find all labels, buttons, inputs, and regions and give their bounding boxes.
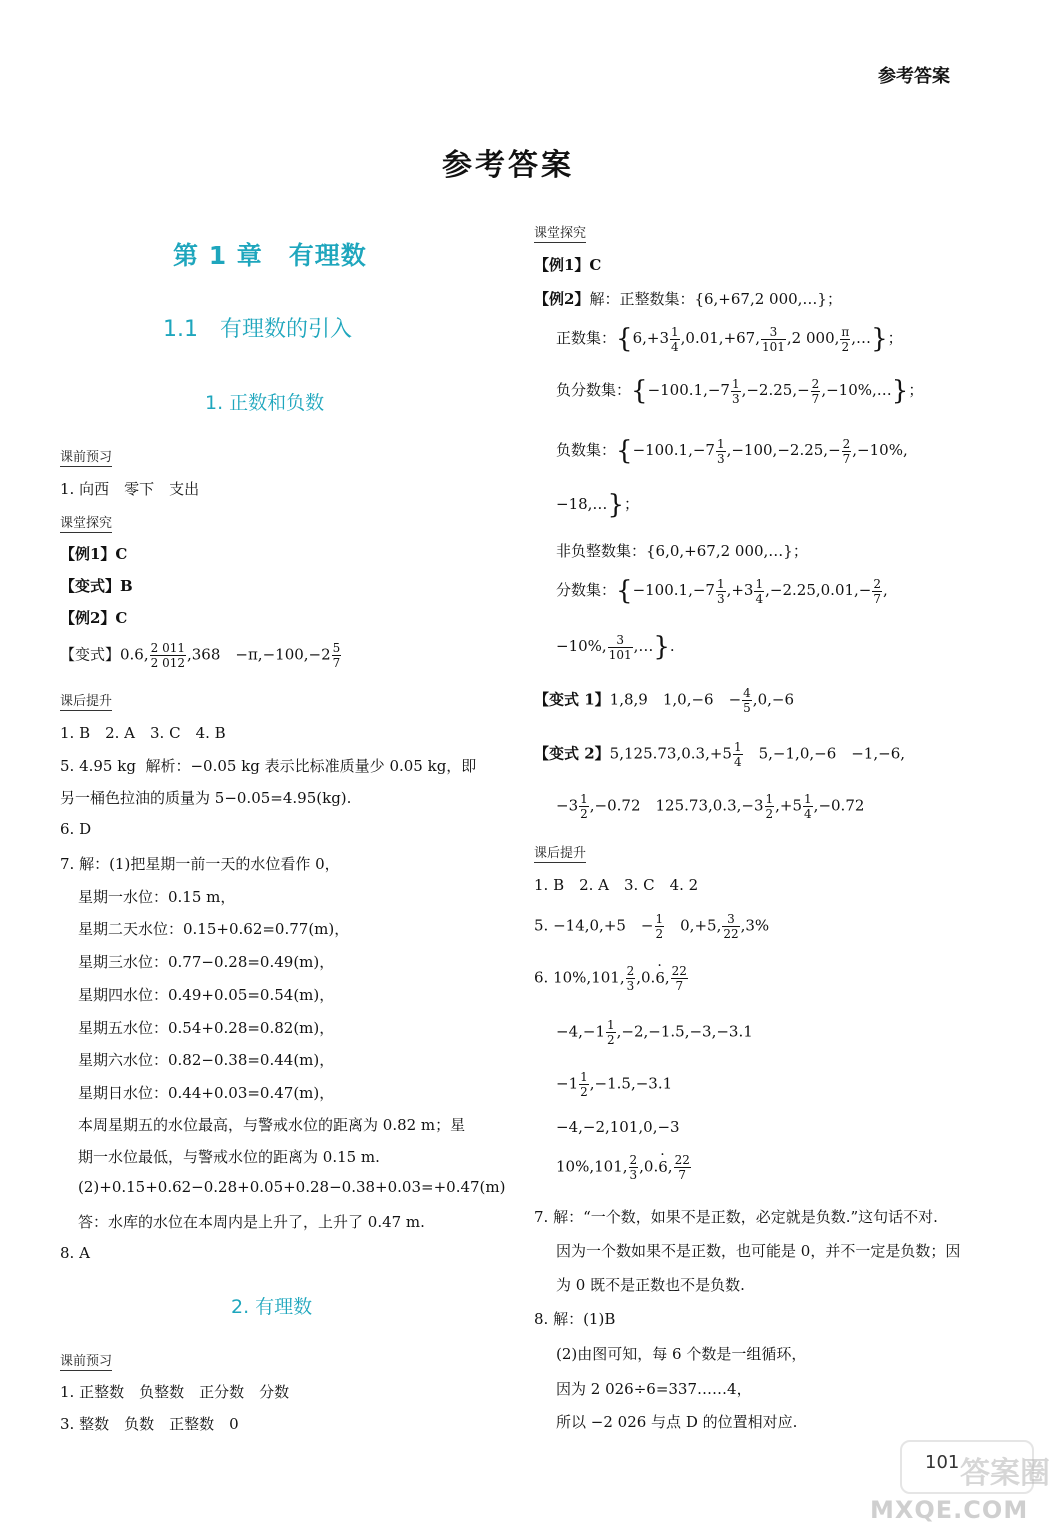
answer-line [534,288,842,309]
fraction [716,437,726,466]
denominator: 3 [629,1168,638,1182]
numerator: 2 [811,376,820,391]
text: 0,+5, [665,916,722,935]
text: 10%,101, [556,1157,628,1176]
pre-study-label: 课前预习 [60,1350,112,1371]
answer-line: 星期三水位：0.77−0.28=0.49(m)， [78,953,335,971]
denominator: 3 [731,391,740,406]
fraction [761,325,786,354]
denominator: 22 [723,927,739,941]
numerator: 3 [608,633,633,648]
numerator: 1 [765,792,774,806]
answer-line [556,1153,692,1182]
answer-line [534,740,905,769]
answer-line: 7. 解：(1)把星期一前一天的水位看作 0， [60,855,340,873]
answer-line: 本周星期五的水位最高，与警戒水位的距离为 0.82 m；星 [78,1116,466,1134]
fraction [579,1070,589,1099]
brace: { [631,376,648,406]
fraction [731,377,741,406]
numerator: 1 [755,576,764,591]
answer-line: 星期五水位：0.54+0.28=0.82(m)， [78,1019,335,1037]
answer-line: 星期四水位：0.49+0.05=0.54(m)， [78,986,335,1004]
class-explore-label: 课堂探究 [60,512,112,533]
brace: } [891,376,909,406]
set-fractions [556,576,888,606]
fraction [842,437,852,466]
text: , [883,581,888,599]
denominator: 7 [332,656,341,670]
text: −4,−1 [556,1022,605,1041]
numerator: 1 [716,436,725,451]
text: ,+3 [726,581,754,599]
page-title: 参考答案 [442,148,574,183]
fraction [840,325,850,354]
fraction [765,792,775,821]
denominator: 2 [580,1085,588,1099]
fraction [733,740,743,769]
answer-line [556,792,864,821]
text: −18,… [556,495,608,513]
answer-line: 星期六水位：0.82−0.38=0.44(m)， [78,1051,335,1069]
numerator: 1 [607,1018,615,1032]
watermark-url: MXQE.COM [870,1496,1029,1524]
set-negative-fractions [556,376,923,406]
text: ； [887,329,903,347]
fraction [670,325,680,354]
brace: { [616,576,633,606]
denominator: 7 [873,591,882,606]
answer-line: 因为一个数如果不是正数，也可能是 0，并不一定是负数；因 [556,1242,961,1260]
numerator: 1 [804,792,812,806]
text: ,368 −π,−100,−2 [186,645,331,664]
answer-line: 【例1】C [534,256,602,274]
text: 5. −14,0,+5 − [534,916,654,935]
fraction [655,912,665,941]
text: 5,125.73,0.3,+5 [609,744,732,763]
fraction [629,1153,639,1182]
answer-line: 3. 整数 负数 正整数 0 [60,1415,239,1433]
fraction [608,633,633,662]
answer-line: 【例1】C [60,545,128,563]
answer-line [556,1018,753,1047]
denominator: 4 [755,591,764,606]
numerator: 1 [716,576,725,591]
repeating-digit: · 6 [655,969,665,987]
numerator: 1 [731,376,740,391]
answer-line: −4,−2,101,0,−3 [556,1118,680,1136]
denominator: 2 [841,339,850,354]
fraction [754,577,764,606]
text: ,… [633,637,654,655]
text: ； [623,495,639,513]
text: ,… [851,329,872,347]
denominator: 2 [655,927,664,941]
answer-line: 【例2】C [60,609,128,627]
answer-line: 非负整数集：{6,0,+67,2 000,…}； [556,542,808,560]
text: 5. 4.95 kg [60,757,136,775]
text: −100.1,−7 [647,381,730,399]
answer-line: 1. B 2. A 3. C 4. 2 [534,876,699,894]
set-negative-numbers-cont [556,490,639,520]
answer-line: 8. A [60,1244,90,1262]
numerator: 1 [655,912,664,926]
numerator: 2 [842,436,851,451]
text: ,0. [639,1157,659,1176]
post-study-label: 课后提升 [534,842,586,863]
answer-line: 为 0 既不是正数也不是负数. [556,1276,745,1294]
answer-line: 1. 向西 零下 支出 [60,480,200,498]
text: 负数集： [556,441,617,459]
text: , [667,1157,673,1176]
denominator: 101 [608,647,632,662]
text: ,−2.25,− [741,381,810,399]
text: ,−2,−1.5,−3,−3.1 [616,1022,753,1041]
fraction [674,1153,691,1182]
answer-line: 因为 2 026÷6=337……4， [556,1380,752,1398]
numerator: 4 [743,686,751,700]
text: , [664,968,670,987]
brace: { [616,324,633,354]
text: ,2 000, [786,329,840,347]
section-heading: 1.1 有理数的引入 [163,317,352,342]
text: 【变式 1】 [534,690,610,709]
denominator: 101 [762,339,785,354]
post-study-label: 课后提升 [60,690,112,711]
answer-line: 8. 解：(1)B [534,1310,616,1328]
set-positive-numbers [556,324,903,354]
answer-line [534,686,794,715]
text: 【例2】 [534,290,590,308]
answer-line [556,1070,672,1099]
answer-line [60,641,342,670]
text: ,−10%, [852,441,908,459]
fraction [626,964,636,993]
answer-line: 星期一水位：0.15 m， [78,888,236,906]
answer-line [534,912,769,941]
denominator: 2 [607,1033,615,1047]
denominator: 4 [671,339,679,354]
numerator: 1 [580,1070,588,1084]
subsection-heading: 1. 正数和负数 [205,392,325,414]
brace: { [616,436,633,466]
numerator: 1 [671,324,679,339]
text: 【变式】0.6, [60,645,149,664]
text: ,−100,−2.25,− [726,441,841,459]
answer-line [60,755,476,776]
text: ； [908,381,924,399]
numerator: 2 [873,576,882,591]
fraction [722,912,739,941]
text: 负分数集： [556,381,632,399]
brace: } [653,632,670,662]
fraction [716,577,726,606]
denominator: 2 [580,807,588,821]
watermark-logo: 答案圈 [960,1456,1050,1491]
denominator: 2 [765,807,774,821]
answer-line [534,964,689,993]
numerator: 22 [674,1153,690,1167]
set-negative-numbers [556,436,908,466]
answer-line: 6. D [60,820,92,838]
answer-line: 1. B 2. A 3. C 4. B [60,724,226,742]
fraction [150,641,186,670]
answer-line: (2)+0.15+0.62−0.28+0.05+0.28−0.38+0.03=+0.47(m) [78,1178,506,1196]
answer-line: 另一桶色拉油的质量为 5−0.05=4.95(kg). [60,789,352,807]
text: 分数集： [556,581,617,599]
pre-study-label: 课前预习 [60,446,112,467]
denominator: 2 012 [150,656,185,670]
set-fractions-cont [556,632,675,662]
text: −100.1,−7 [632,441,715,459]
text: −1 [556,1074,579,1093]
subsection-heading: 2. 有理数 [231,1296,313,1318]
text: ,+5 [775,796,803,815]
text: −3 [556,796,579,815]
answer-line: 星期日水位：0.44+0.03=0.47(m)， [78,1084,335,1102]
class-explore-label: 课堂探究 [534,222,586,243]
answer-line: 答：水库的水位在本周内是上升了，上升了 0.47 m. [78,1213,425,1231]
text: 【变式 2】 [534,744,610,763]
denominator: 7 [842,451,851,466]
fraction [803,792,813,821]
text: 6,+3 [632,329,669,347]
text: 5,−1,0,−6 −1,−6, [743,744,905,763]
numerator: 5 [332,641,341,655]
denominator: 3 [716,591,725,606]
denominator: 5 [743,701,751,715]
brace: } [871,324,888,354]
running-header: 参考答案 [878,66,950,87]
page-number: 101 [925,1452,960,1473]
text: −100.1,−7 [632,581,715,599]
answer-line: (2)由图可知，每 6 个数是一组循环， [556,1345,807,1363]
numerator: 22 [671,964,687,978]
numerator: π [841,324,850,339]
text: 6. 10%,101, [534,968,625,987]
text: ,0. [636,968,656,987]
denominator: 3 [626,979,635,993]
chapter-heading: 第 1 章 有理数 [173,241,367,270]
text: ,0,−6 [752,690,794,709]
denominator: 4 [804,807,812,821]
denominator: 3 [716,451,725,466]
text: ,3% [740,916,770,935]
brace: } [607,490,624,520]
answer-line: 7. 解：“一个数，如果不是正数，必定就是负数.”这句话不对. [534,1208,938,1226]
denominator: 7 [678,1168,687,1182]
numerator: 3 [722,912,739,927]
text: 正数集： [556,329,617,347]
fraction [811,377,821,406]
numerator: 2 011 [150,641,185,655]
answer-line: 所以 −2 026 与点 D 的位置相对应. [556,1413,798,1431]
numerator: 3 [761,325,786,340]
fraction [671,964,688,993]
denominator: 7 [675,979,684,993]
fraction [742,686,752,715]
numerator: 1 [580,792,588,806]
fraction [332,641,342,670]
text: ,0.01,+67, [680,329,760,347]
denominator: 7 [811,391,820,406]
numerator: 2 [626,964,635,978]
text: 解：正整数集：{6,+67,2 000,…}； [589,290,842,308]
answer-line: 1. 正整数 负整数 正分数 分数 [60,1383,290,1401]
text: ,−1.5,−3.1 [589,1074,673,1093]
numerator: 2 [629,1153,638,1167]
text: . [669,637,675,655]
fraction [872,577,882,606]
fraction [579,792,589,821]
denominator: 4 [733,755,742,769]
answer-line: 期一水位最低，与警戒水位的距离为 0.15 m. [78,1148,380,1166]
repeating-digit: · 6 [658,1158,668,1176]
text: ,−2.25,0.01,− [765,581,872,599]
text: ,−10%,… [821,381,892,399]
answer-line: 星期二天水位：0.15+0.62=0.77(m)， [78,920,350,938]
text: −10%, [556,637,607,655]
fraction [606,1018,616,1047]
answer-line: 【变式】B [60,577,133,595]
text: ,−0.72 [813,796,865,815]
numerator: 1 [733,740,742,754]
text: ,−0.72 125.73,0.3,−3 [589,796,764,815]
text: 解析：−0.05 kg 表示比标准质量少 0.05 kg，即 [145,757,477,775]
text: 1,8,9 1,0,−6 − [609,690,742,709]
